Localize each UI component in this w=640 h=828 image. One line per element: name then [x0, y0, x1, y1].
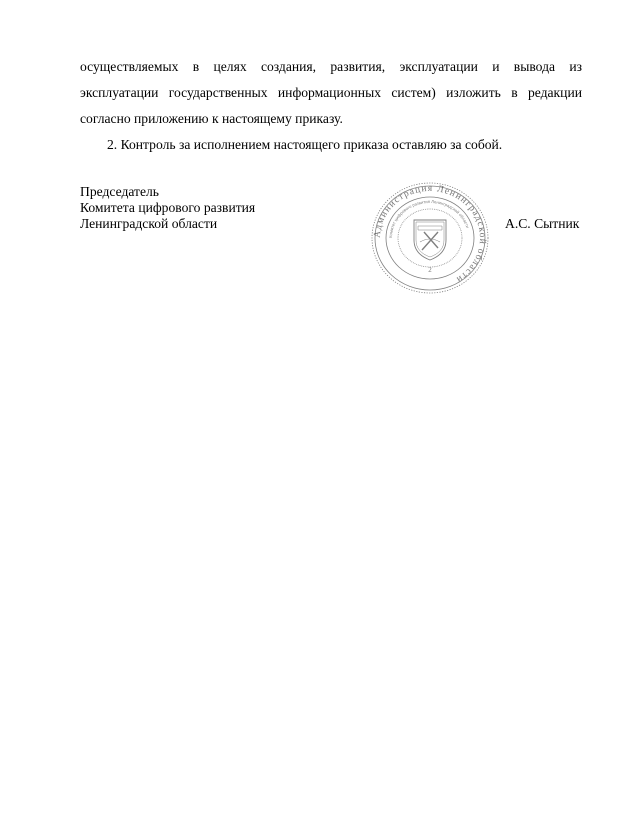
signature-title-block	[80, 184, 255, 232]
official-seal-stamp	[368, 180, 492, 296]
document-body	[80, 54, 582, 158]
paragraph-line: осуществляемых в целях создания, развития, эксплуатации и вывода из	[80, 59, 582, 74]
signature-title-line: Комитета цифрового развития	[80, 200, 256, 215]
seal-inner-text: Комитет цифрового развития Ленинградской области	[387, 198, 471, 239]
svg-text:Комитет цифрового развития Лен	[388, 199, 471, 238]
seal-outer-text: Администрация Ленинградской области	[372, 183, 488, 285]
signature-title-line: Председатель	[80, 184, 159, 199]
paragraph-control-clause: 2. Контроль за исполнением настоящего приказа оставляю за собой.	[107, 137, 503, 152]
seal-graphic	[368, 180, 492, 296]
signature-title-line: Ленинградской области	[80, 216, 218, 231]
paragraph-line: эксплуатации государственных информационных систем) изложить в редакции	[80, 85, 582, 100]
paragraph-line: согласно приложению к настоящему приказу.	[80, 111, 343, 126]
seal-coat-of-arms	[414, 220, 446, 260]
seal-center-number: 2	[428, 266, 432, 274]
signer-name: А.С. Сытник	[505, 216, 580, 231]
paragraph-continuation	[80, 54, 582, 132]
